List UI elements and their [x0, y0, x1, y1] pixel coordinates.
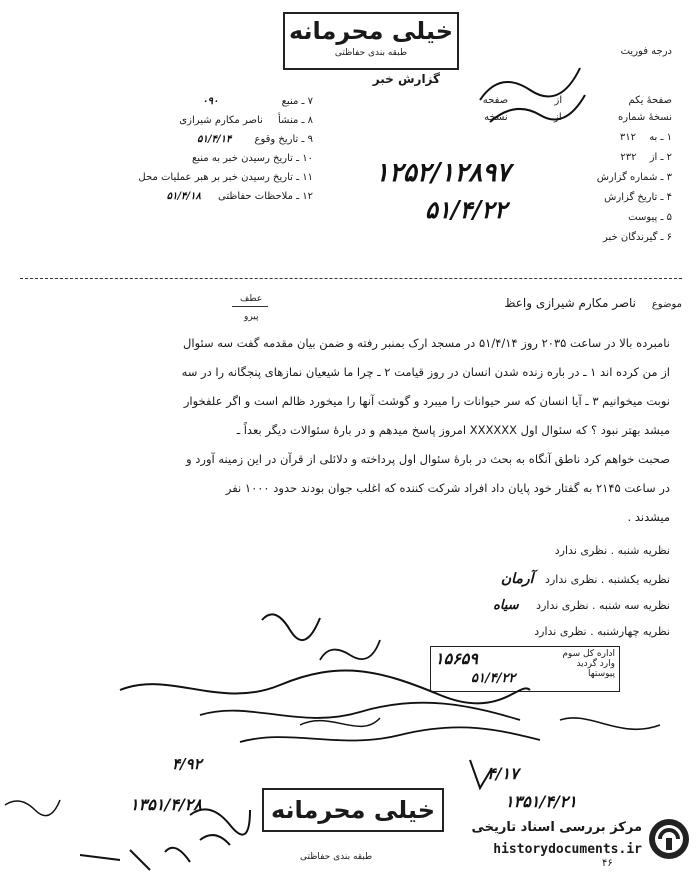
top-classification-stamp [283, 12, 459, 70]
handwritten-mark-a: ۴/۱۷ [487, 764, 519, 783]
bottom-classification-stamp [262, 788, 444, 832]
report-body [30, 338, 670, 541]
register-stamp-number: ۱۵۶۵۹ [435, 649, 478, 668]
field-event-date: ۹ ـ تاریخ وقوع ۵۱/۴/۱۴ [197, 134, 313, 145]
ref-top: عطف [240, 294, 263, 304]
field-from: ۲ ـ از ۲۳۲ [620, 152, 672, 163]
field-arrival-local: ۱۱ ـ تاریخ رسیدن خبر بر هبر عملیات محل [138, 172, 313, 183]
body-line: نوبت میخوانیم ۳ ـ آیا انسان که سر حیوانات را میبرد و گوشت آنها را میخورد ظالم است و اگر علفخوار [183, 394, 670, 408]
logo-title: مرکز بررسی اسناد تاریخی [471, 820, 642, 835]
note-line: نظریه سه شنبه . نظری ندارد سیاه [493, 598, 670, 613]
field-to-value: ۳۱۲ [619, 132, 636, 143]
field-arrival-source: ۱۰ ـ تاریخ رسیدن خبر به منبع [191, 153, 313, 164]
field-from-value: ۲۳۲ [620, 152, 637, 163]
register-stamp-date: ۵۱/۴/۲۲ [471, 671, 516, 686]
field-source: ۷ ـ منبع ۰۹۰ [202, 96, 313, 107]
ref-divider [232, 306, 268, 307]
field-attachment: ۵ ـ پیوست [628, 212, 672, 223]
note-line: نظریه چهارشنبه . نظری ندارد [534, 625, 670, 638]
page-checkmarks [470, 60, 590, 140]
field-report-number: ۳ ـ شماره گزارش [596, 172, 672, 183]
top-stamp-subtitle: طبقه بندی حفاظتی [334, 48, 408, 58]
body-line: میشد بهتر نبود ؟ که سئوال اول XXXXXX امروز پاسخ میدهم و در بارهٔ سئوالات دیگر بعداً ـ [236, 423, 670, 437]
field-origin: ۸ ـ منشأ ناصر مکارم شیرازی [179, 115, 313, 126]
body-line: در ساعت ۲۱۴۵ به گفتار خود پایان داد افراد شرکت کننده که اغلب جوان بودند حدود ۱۰۰۰ نفر [225, 481, 670, 495]
subject-row [82, 296, 682, 310]
bottom-stamp-subtitle: طبقه بندی حفاظتی [300, 852, 373, 862]
bottom-date-right: ۱۳۵۱/۴/۲۱ [505, 792, 577, 811]
field-event-date-value: ۵۱/۴/۱۴ [197, 134, 232, 145]
report-title: گزارش خبر [372, 72, 440, 86]
handwritten-mark-b: ۴/۹۲ [172, 755, 202, 773]
register-stamp-received: وارد گردید [576, 659, 615, 669]
field-security-notes: ۱۲ ـ ملاحظات حفاظتی ۵۱/۴/۱۸ [166, 191, 313, 202]
subject-value: ناصر مکارم شیرازی واعظ [504, 296, 637, 310]
field-copy: نسخهٔ شماره از نسخه [484, 112, 672, 123]
field-to: ۱ ـ به ۳۱۲ [619, 132, 672, 143]
logo-url: historydocuments.ir [493, 842, 642, 857]
body-line: از من کرده اند ۱ ـ در باره زنده شدن انسان در روز قیامت ۲ ـ چرا ما شیعیان نمازهای پنجگانه را در سه [181, 365, 670, 379]
archive-logo [438, 810, 694, 870]
handwritten-report-date: ۵۱/۴/۲۲ [425, 195, 507, 224]
body-line: صحبت خواهم کرد ناطق آنگاه به بحث در بارهٔ سئوال اول پرداخته و دلائلی از قرآن در این زمینه آورد و [186, 452, 670, 466]
field-report-date: ۴ ـ تاریخ گزارش [604, 192, 672, 203]
register-stamp-dept: اداره کل سوم [562, 649, 615, 659]
field-security-notes-value: ۵۱/۴/۱۸ [166, 191, 201, 202]
register-stamp-attachments: پیوستها [587, 669, 615, 679]
field-origin-value: ناصر مکارم شیرازی [179, 115, 263, 126]
bottom-date-left: ۱۳۵۱/۴/۲۸ [130, 795, 202, 814]
subject-label: موضوع [651, 299, 682, 310]
body-line: میشدند . [627, 510, 670, 524]
left-fields [28, 96, 313, 210]
bottom-stamp-title: خیلی محرمانه [270, 796, 436, 824]
header-divider [20, 278, 682, 279]
field-source-value: ۰۹۰ [202, 96, 219, 107]
priority-label: درجه فوریت [620, 46, 672, 57]
page-number: ۴۶ [602, 858, 613, 869]
note-line: نظریه یکشنبه . نظری ندارد آرمان [500, 571, 670, 587]
field-recipients: ۶ ـ گیرندگان خبر [602, 232, 672, 243]
handwritten-report-number: ۱۲۵۲/۱۲۸۹۷ [375, 158, 511, 188]
field-page: صفحهٔ یکم از صفحه [482, 95, 672, 106]
archive-logo-icon [646, 816, 692, 862]
note-initials: سیاه [493, 598, 519, 613]
top-stamp-title: خیلی محرمانه [288, 17, 454, 45]
body-line: نامبرده بالا در ساعت ۲۰۳۵ روز ۵۱/۴/۱۴ در مسجد ارک بمنبر رفته و ضمن بیان مقدمه گفت سه سئوال [183, 336, 670, 350]
note-initials: آرمان [500, 571, 534, 587]
note-line: نظریه شنبه . نظری ندارد [554, 544, 670, 557]
ref-bottom: پیرو [244, 312, 259, 322]
